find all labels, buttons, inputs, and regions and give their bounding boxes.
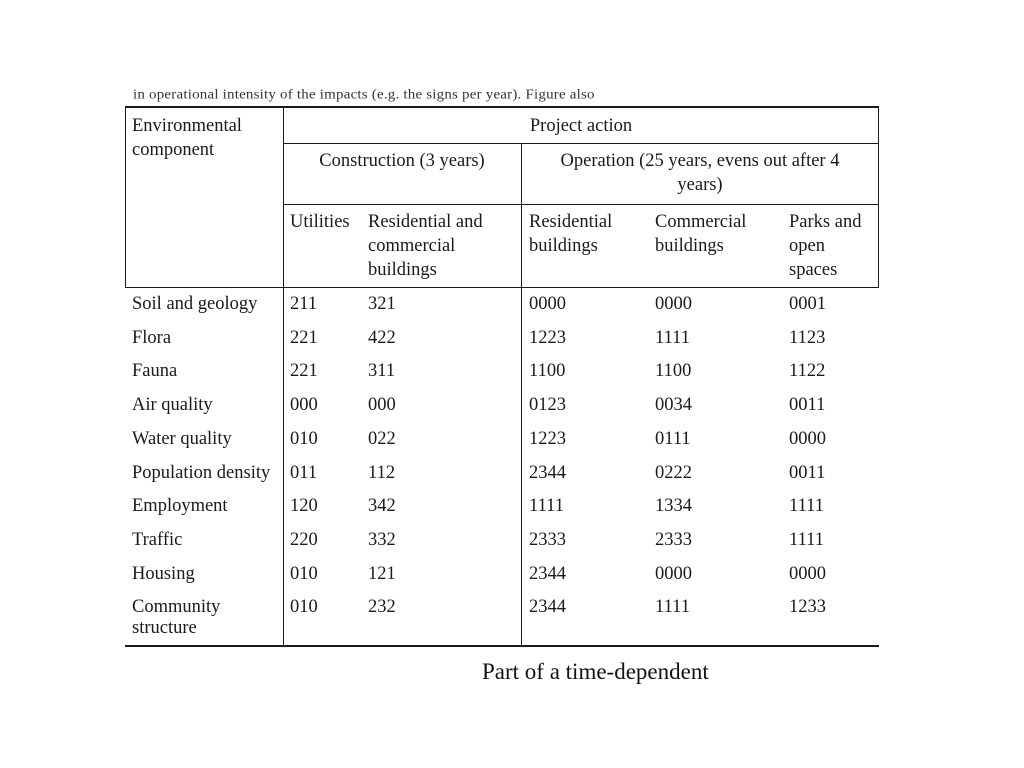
- cell-component: Flora: [132, 328, 172, 348]
- cell-residential: 2344: [529, 597, 566, 617]
- cell-utilities: 120: [290, 496, 318, 516]
- cell-res-com-buildings: 000: [368, 395, 396, 415]
- cell-residential: 2333: [529, 530, 566, 550]
- cutoff-text-line: [133, 87, 783, 103]
- cell-utilities: 221: [290, 361, 318, 381]
- cell-utilities: 010: [290, 597, 318, 617]
- cell-commercial: 0034: [655, 395, 692, 415]
- cell-component: Community structure: [132, 597, 221, 638]
- cell-residential: 1111: [529, 496, 564, 516]
- cell-residential: 1100: [529, 361, 566, 381]
- cell-residential: 0123: [529, 395, 566, 415]
- caption: Part of a time-dependent: [482, 659, 709, 684]
- cell-component: Housing: [132, 564, 195, 584]
- cell-parks: 1233: [789, 597, 826, 617]
- cell-parks: 1111: [789, 530, 824, 550]
- cell-res-com-buildings: 121: [368, 564, 396, 584]
- cell-utilities: 011: [290, 463, 318, 483]
- header-construction: Construction (3 years): [319, 151, 485, 171]
- header-commercial-buildings: Commercial buildings: [655, 212, 747, 256]
- cell-parks: 1122: [789, 361, 826, 381]
- cell-component: Population density: [132, 463, 271, 483]
- cell-residential: 2344: [529, 564, 566, 584]
- cell-res-com-buildings: 321: [368, 294, 396, 314]
- cell-utilities: 010: [290, 564, 318, 584]
- header-res-com-buildings: Residential and commercial buildings: [368, 212, 483, 280]
- cell-commercial: 0222: [655, 463, 692, 483]
- cell-commercial: 2333: [655, 530, 692, 550]
- header-operation: Operation (25 years, evens out after 4 years): [560, 151, 840, 195]
- cell-res-com-buildings: 232: [368, 597, 396, 617]
- header-project-action: Project action: [529, 116, 633, 136]
- rule-construction-operation: [521, 143, 522, 646]
- cell-residential: 2344: [529, 463, 566, 483]
- cutoff-text: in operational intensity of the impacts (e.g. the signs per year). Figure also: [133, 87, 595, 103]
- cell-residential: 1223: [529, 328, 566, 348]
- cell-parks: 1111: [789, 496, 824, 516]
- cell-parks: 0011: [789, 463, 826, 483]
- cell-commercial: 1334: [655, 496, 692, 516]
- cell-residential: 0000: [529, 294, 566, 314]
- impact-table: [125, 106, 879, 646]
- cell-res-com-buildings: 422: [368, 328, 396, 348]
- cell-component: Employment: [132, 496, 228, 516]
- cell-commercial: 0111: [655, 429, 691, 449]
- cell-parks: 0011: [789, 395, 826, 415]
- header-utilities: Utilities: [290, 212, 350, 232]
- cell-parks: 0000: [789, 564, 826, 584]
- cell-commercial: 0000: [655, 564, 692, 584]
- rule-header-bottom: [125, 287, 879, 288]
- cell-utilities: 000: [290, 395, 318, 415]
- cell-parks: 1123: [789, 328, 826, 348]
- cell-commercial: 0000: [655, 294, 692, 314]
- rule-top: [125, 106, 879, 108]
- cell-residential: 1223: [529, 429, 566, 449]
- cell-component: Soil and geology: [132, 294, 258, 314]
- cell-utilities: 220: [290, 530, 318, 550]
- cell-res-com-buildings: 022: [368, 429, 396, 449]
- cell-res-com-buildings: 332: [368, 530, 396, 550]
- cell-component: Water quality: [132, 429, 232, 449]
- cell-utilities: 010: [290, 429, 318, 449]
- rule-under-project-action: [283, 143, 879, 144]
- cell-res-com-buildings: 112: [368, 463, 396, 483]
- cell-component: Fauna: [132, 361, 178, 381]
- cell-parks: 0000: [789, 429, 826, 449]
- cell-utilities: 221: [290, 328, 318, 348]
- cell-commercial: 1100: [655, 361, 692, 381]
- header-env-component: Environmental component: [132, 116, 242, 160]
- cell-component: Traffic: [132, 530, 183, 550]
- cell-component: Air quality: [132, 395, 213, 415]
- rule-component: [283, 106, 284, 646]
- header-residential-buildings: Residential buildings: [529, 212, 613, 256]
- header-parks-open-spaces: Parks and open spaces: [789, 212, 862, 280]
- rule-bottom: [125, 645, 879, 647]
- cell-parks: 0001: [789, 294, 826, 314]
- cell-commercial: 1111: [655, 597, 690, 617]
- cell-commercial: 1111: [655, 328, 690, 348]
- cell-utilities: 211: [290, 294, 318, 314]
- rule-under-phase: [283, 204, 879, 205]
- cell-res-com-buildings: 311: [368, 361, 396, 381]
- cell-res-com-buildings: 342: [368, 496, 396, 516]
- rule-left: [125, 106, 126, 288]
